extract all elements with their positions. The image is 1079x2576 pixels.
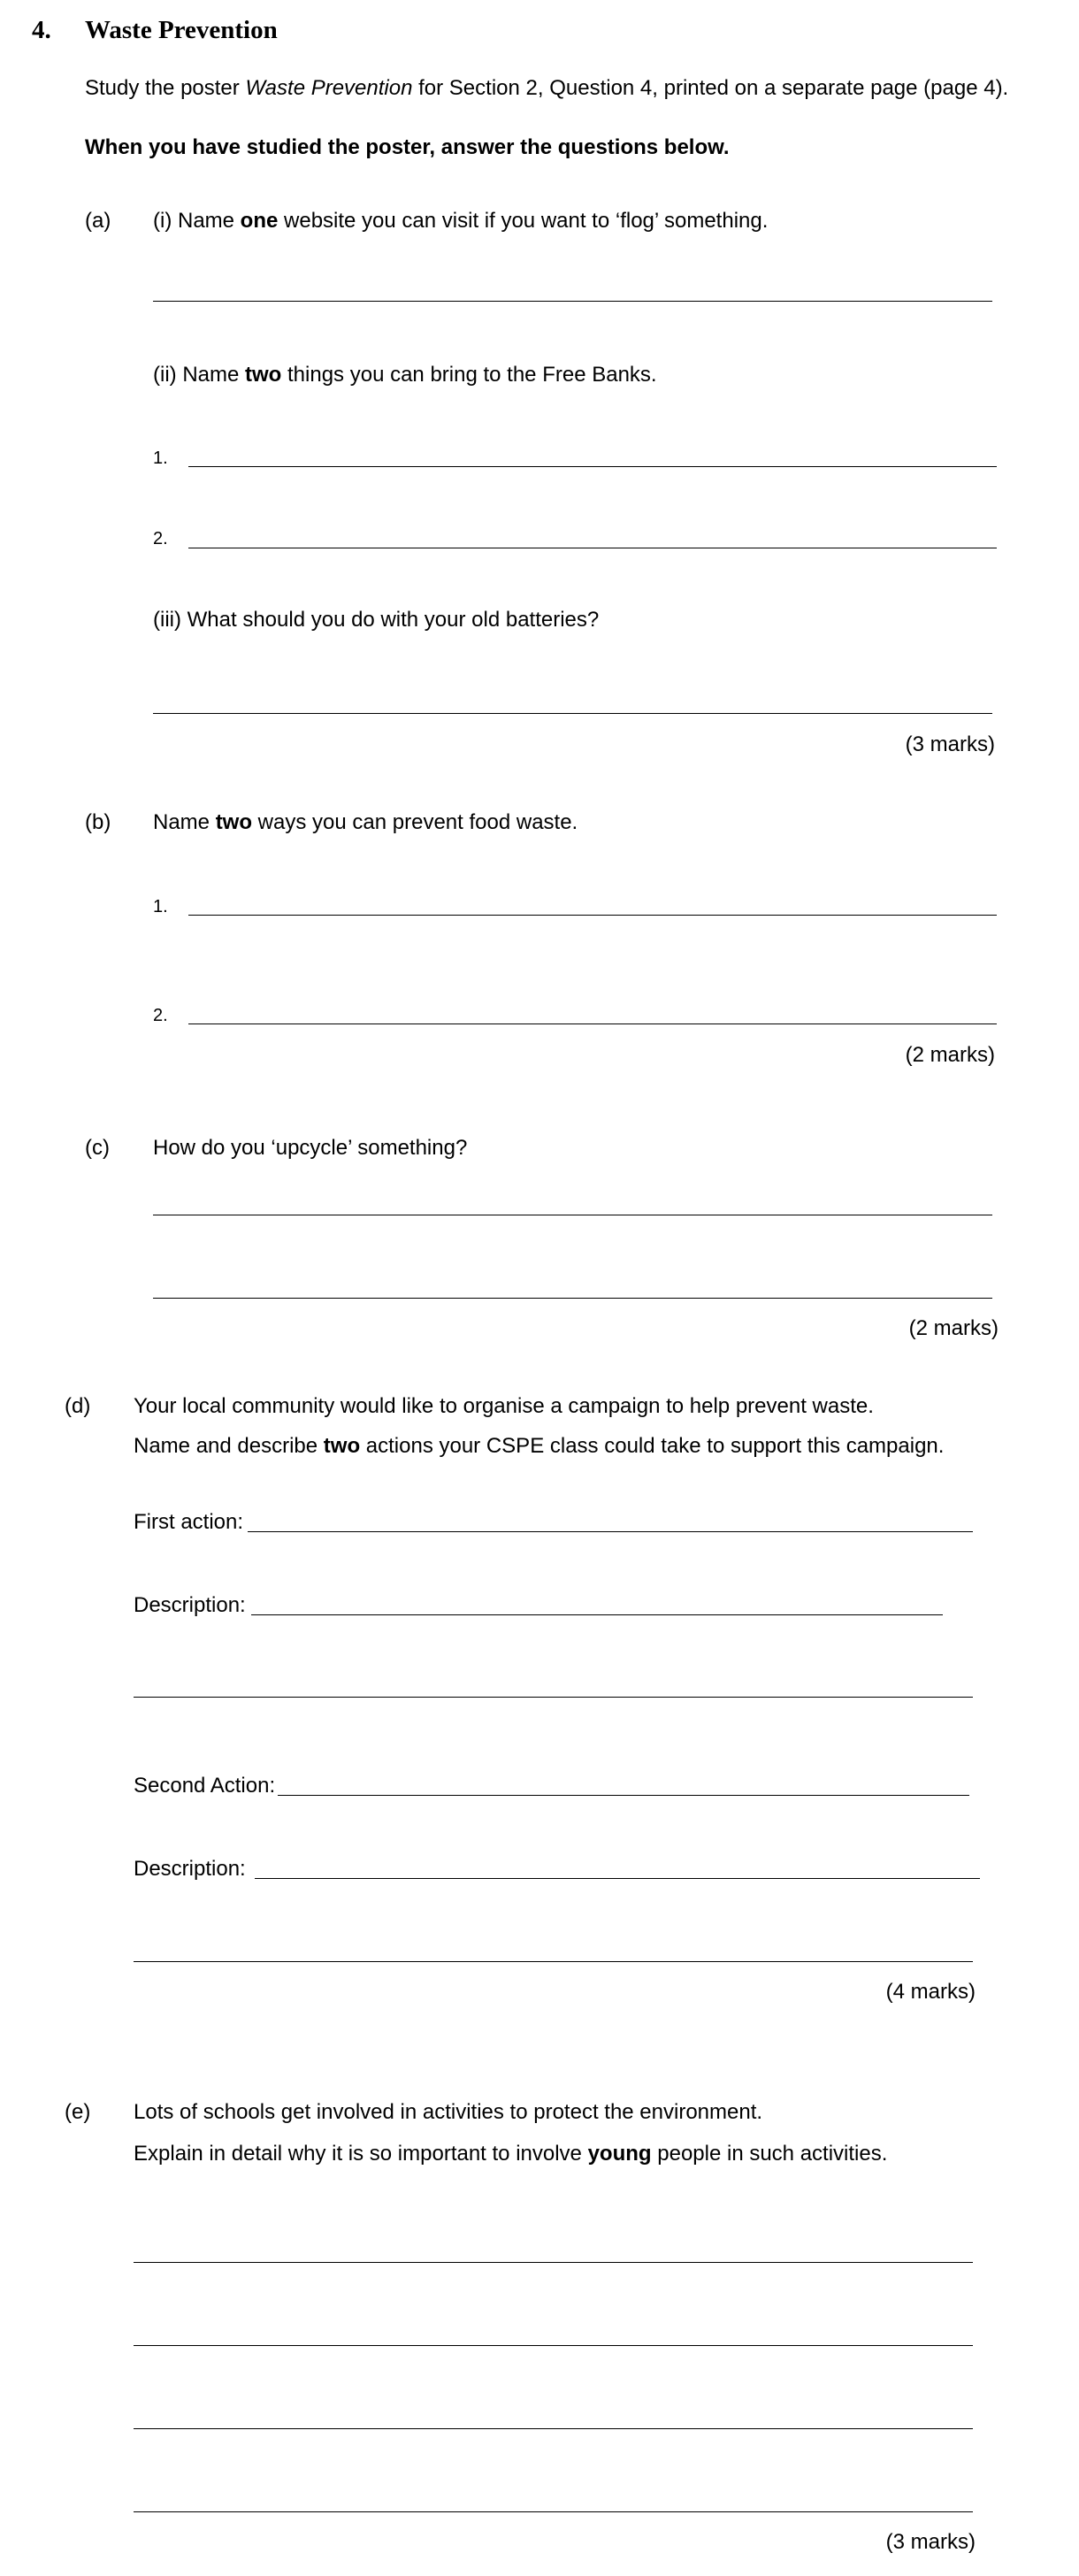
part-e-marks: (3 marks): [885, 2530, 976, 2554]
part-a-iii-question: (iii) What should you do with your old batteries?: [153, 608, 600, 632]
first-action-label: First action:: [134, 1510, 244, 1534]
part-e-line-1: Lots of schools get involved in activities to protect the environment.: [134, 2100, 763, 2124]
description-2-line[interactable]: [255, 1878, 980, 1879]
part-c-answer-line-2[interactable]: [153, 1298, 992, 1299]
part-c-question: How do you ‘upcycle’ something?: [153, 1136, 468, 1160]
part-b-item-1-number: 1.: [153, 897, 168, 916]
part-d-marks: (4 marks): [885, 1980, 976, 2004]
part-a-ii-question: (ii) Name two things you can bring to the Free Banks.: [153, 363, 657, 387]
part-a-label: (a): [85, 209, 111, 233]
second-action-line[interactable]: [278, 1795, 969, 1796]
part-a-iii-answer-line[interactable]: [153, 713, 992, 714]
part-e-answer-line-3[interactable]: [134, 2428, 973, 2429]
part-d-label: (d): [65, 1394, 91, 1418]
part-b-question: Name two ways you can prevent food waste.: [153, 810, 578, 834]
part-e-line-2: Explain in detail why it is so important to involve young people in such activities.: [134, 2142, 888, 2166]
description-1-extra-line[interactable]: [134, 1697, 973, 1698]
instruction-text: When you have studied the poster, answer the questions below.: [85, 135, 730, 159]
part-a-marks: (3 marks): [905, 732, 995, 756]
part-c-marks: (2 marks): [908, 1316, 999, 1340]
second-action-label: Second Action:: [134, 1774, 276, 1798]
part-b-item-1-line[interactable]: [188, 915, 997, 916]
part-a-i-answer-line[interactable]: [153, 301, 992, 302]
part-b-marks: (2 marks): [905, 1043, 995, 1067]
part-a-ii-item-1-line[interactable]: [188, 466, 997, 467]
question-number: 4.: [32, 16, 51, 44]
description-2-extra-line[interactable]: [134, 1961, 973, 1962]
part-a-i-question: (i) Name one website you can visit if you want to ‘flog’ something.: [153, 209, 769, 233]
part-e-answer-line-4[interactable]: [134, 2511, 973, 2512]
part-d-line-1: Your local community would like to organise a campaign to help prevent waste.: [134, 1394, 874, 1418]
question-title: Waste Prevention: [85, 16, 278, 44]
part-c-label: (c): [85, 1136, 110, 1160]
first-action-line[interactable]: [248, 1531, 973, 1532]
description-2-label: Description:: [134, 1857, 246, 1881]
intro-text: Study the poster Waste Prevention for Section 2, Question 4, printed on a separate page (page 4).: [85, 76, 1009, 100]
part-a-ii-item-2-number: 2.: [153, 529, 168, 548]
part-e-answer-line-2[interactable]: [134, 2345, 973, 2346]
description-1-line[interactable]: [251, 1614, 943, 1615]
description-1-label: Description:: [134, 1593, 246, 1617]
part-b-label: (b): [85, 810, 111, 834]
part-a-ii-item-1-number: 1.: [153, 448, 168, 468]
part-e-answer-line-1[interactable]: [134, 2262, 973, 2263]
part-e-label: (e): [65, 2100, 91, 2124]
part-d-line-2: Name and describe two actions your CSPE class could take to support this campaign.: [134, 1434, 945, 1458]
part-b-item-2-number: 2.: [153, 1006, 168, 1025]
